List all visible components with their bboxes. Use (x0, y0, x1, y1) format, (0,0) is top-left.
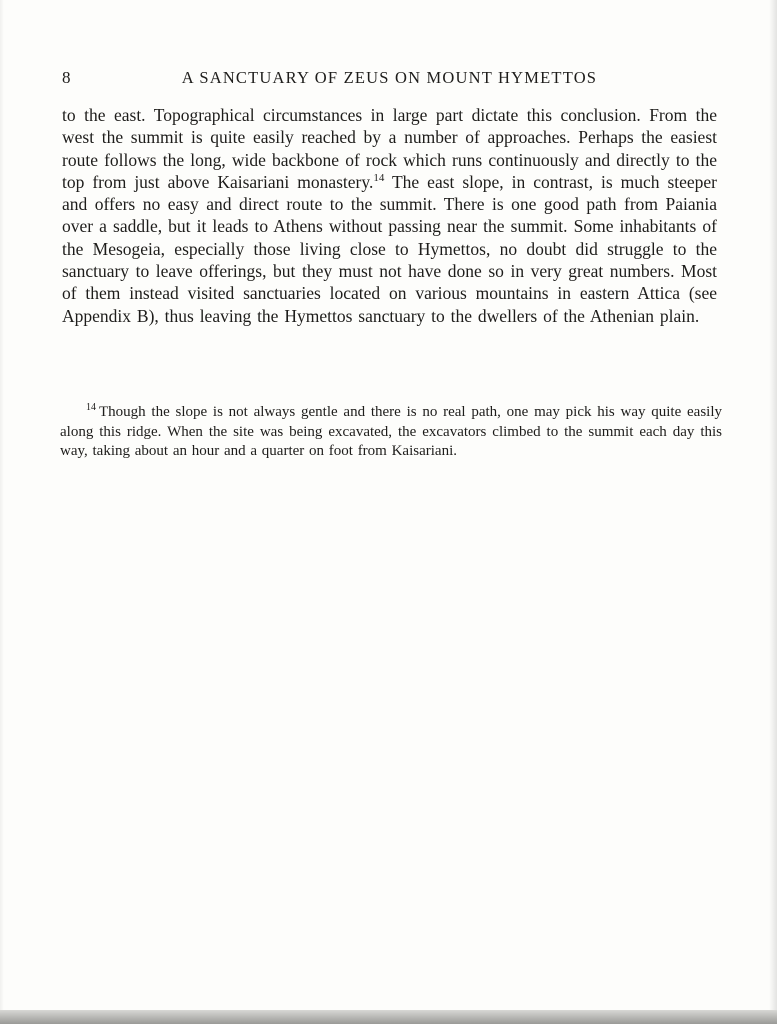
footnote (60, 398, 722, 462)
body-text-after-note: The east slope, in contrast, is much steeper and offers no easy and direct route to the summit. There is one good path from Paiania over a saddle, but it leads to Athens without passing near the summit. Some inhabitants of the Mesogeia, especially those living close to Hymettos, no doubt did struggle to the sanctuary to leave offerings, but they must not have done so in very great numbers. Most of them instead visited sanctuaries located on various mountains in eastern Attica (see Appendix B), thus leaving the Hymettos sanctuary to the dwellers of the Athenian plain. (62, 171, 717, 326)
footnote-reference: 14 (373, 172, 385, 185)
footnote-text: Though the slope is not always gentle and there is no real path, one may pick his way quite easily along this ridge. When the site was being excavated, the excavators climbed to the summit each day this way, taking about an hour and a quarter on foot from Kaisariani. (60, 404, 722, 459)
body-text-before-note: to the east. Topographical circumstances in large part dictate this conclusion. From the west the summit is quite easily reached by a number of approaches. Perhaps the easiest route follows the long, wide backbone of rock which runs continuously and directly to the top from just above Kaisariani monastery. (62, 105, 717, 192)
running-header (62, 68, 717, 90)
page-number: 8 (62, 68, 71, 87)
scan-edge-right-shadow (769, 0, 777, 1024)
footnote-marker: 14 (86, 402, 96, 413)
page-title: A SANCTUARY OF ZEUS ON MOUNT HYMETTOS (181, 68, 598, 87)
scan-edge-left-shadow (0, 0, 4, 1024)
scan-edge-bottom-shadow (0, 1010, 777, 1024)
body-paragraph (62, 104, 717, 327)
